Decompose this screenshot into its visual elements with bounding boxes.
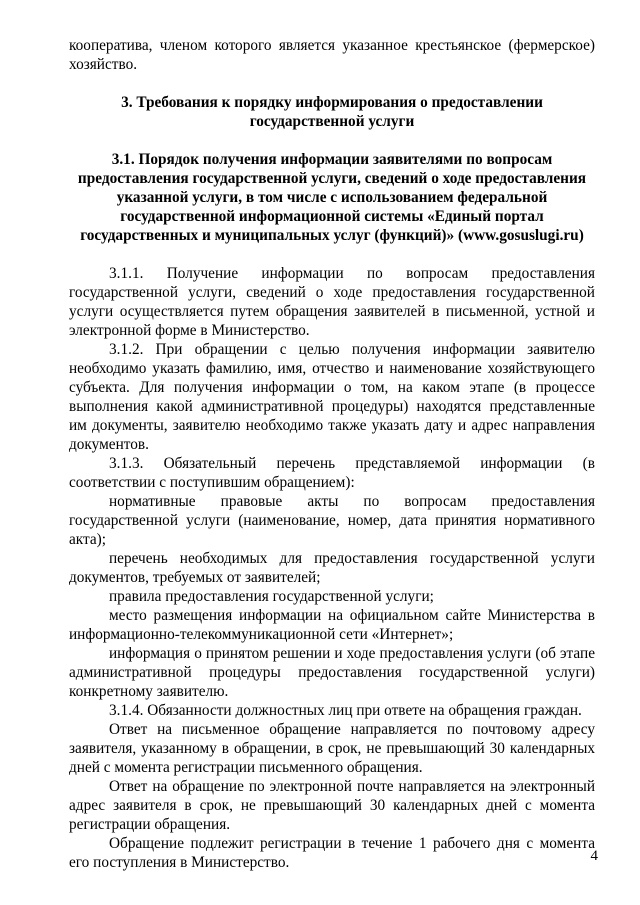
- list-item-documents: перечень необходимых для предоставления государственной услуги документов, требуемых от заявителей;: [69, 550, 595, 586]
- list-item-decision-info: информация о принятом решении и ходе предоставления услуги (об этапе административной процедуры предоставления государственной услуги) конкретному заявителю.: [69, 645, 595, 700]
- paragraph-registration: Обращение подлежит регистрации в течение 1 рабочего дня с момента его поступления в Министерство.: [69, 835, 595, 871]
- paragraph-written-reply: Ответ на письменное обращение направляется по почтовому адресу заявителя, указанному в обращении, в срок, не превышающий 30 календарных дней с момента регистрации письменного обращения.: [69, 721, 595, 776]
- paragraph-3-1-2: 3.1.2. При обращении с целью получения информации заявителю необходимо указать фамилию, имя, отчество и наименование хозяйствующего субъекта. Для получения информации о том, на каком этапе (в процессе выполнения какой административной процедуры) находятся представленные им документы, заявителю необходимо также указать дату и адрес направления документов.: [69, 341, 595, 453]
- list-item-rules: правила предоставления государственной услуги;: [109, 588, 434, 605]
- paragraph-3-1-4: 3.1.4. Обязанности должностных лиц при ответе на обращения граждан.: [109, 702, 582, 719]
- section-heading: 3. Требования к порядку информирования о предоставлении государственной услуги: [121, 94, 543, 130]
- paragraph-3-1-1: 3.1.1. Получение информации по вопросам предоставления государственной услуги, сведений о ходе предоставления государственной услуги осуществляется путем обращения заявителей в письменной, устной и электронной форме в Министерство.: [69, 265, 595, 339]
- continued-paragraph: кооператива, членом которого является указанное крестьянское (фермерское) хозяйство.: [69, 37, 595, 73]
- list-item-normative-acts: нормативные правовые акты по вопросам предоставления государственной услуги (наименование, номер, дата принятия нормативного акта);: [69, 493, 595, 548]
- paragraph-3-1-3: 3.1.3. Обязательный перечень представляемой информации (в соответствии с поступившим обращением):: [69, 455, 595, 491]
- page-number: 4: [590, 848, 598, 864]
- list-item-website: место размещения информации на официальном сайте Министерства в информационно-телекоммуникационной сети «Интернет»;: [69, 607, 595, 643]
- paragraph-email-reply: Ответ на обращение по электронной почте направляется на электронный адрес заявителя в срок, не превышающий 30 календарных дней с момента регистрации обращения.: [69, 778, 595, 833]
- page-content: [69, 36, 595, 872]
- subsection-heading: 3.1. Порядок получения информации заявителями по вопросам предоставления государственной услуги, сведений о ходе предоставления указанной услуги, в том числе с использованием федеральной государственной информационной системы «Единый портал государственных и муниципальных услуг (функций)» (www.gosuslugi.ru): [77, 151, 587, 244]
